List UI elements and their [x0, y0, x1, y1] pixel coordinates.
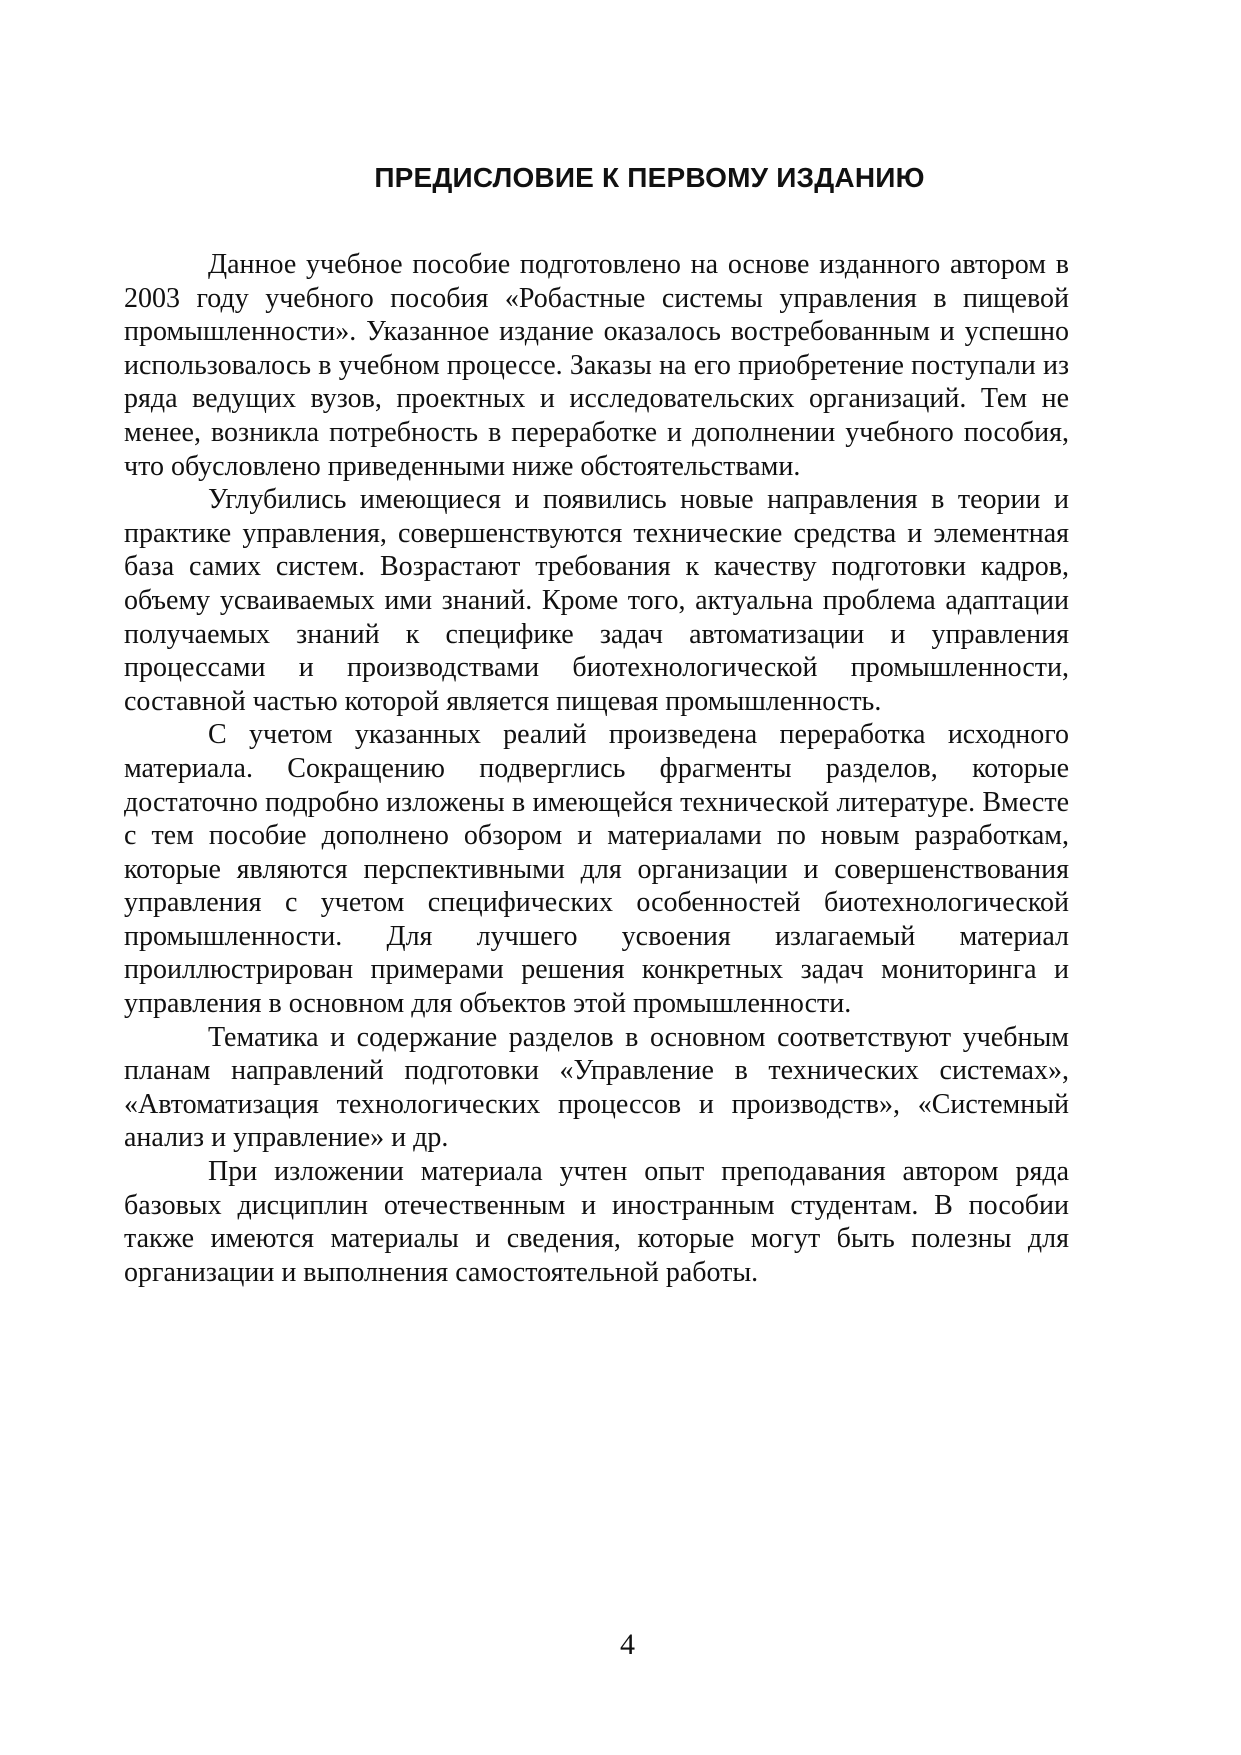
paragraph-1: Данное учебное пособие подготовлено на основе изданного автором в 2003 году учебного пособия «Робастные системы управления в пищевой промышленности». Указанное издание оказалось востребованным и успешно использовалось в учебном процессе. Заказы на его приобретение поступали из ряда ведущих вузов, проектных и исследовательских организаций. Тем не менее, возникла потребность в переработке и дополнении учебного пособия, что обусловлено приведенными ниже обстоятельствами. [124, 249, 1069, 482]
paragraph-2: Углубились имеющиеся и появились новые направления в теории и практике управления, совершенствуются технические средства и элементная база самих систем. Возрастают требования к качеству подготовки кадров, объему усваиваемых ими знаний. Кроме того, актуальна проблема адаптации получаемых знаний к специфике задач автоматизации и управления процессами и производствами биотехнологической промышленности, составной частью которой является пищевая промышленность. [124, 484, 1069, 717]
paragraph-5: При изложении материала учтен опыт преподавания автором ряда базовых дисциплин отечественным и иностранным студентам. В пособии также имеются материалы и сведения, которые могут быть полезны для организации и выполнения самостоятельной работы. [124, 1156, 1069, 1288]
paragraph-4: Тематика и содержание разделов в основном соответствуют учебным планам направлений подготовки «Управление в технических системах», «Автоматизация технологических процессов и производств», «Системный анализ и управление» и др. [124, 1021, 1069, 1154]
page-title: ПРЕДИСЛОВИЕ К ПЕРВОМУ ИЗДАНИЮ [374, 162, 925, 193]
page-number: 4 [620, 1628, 635, 1661]
paragraph-3: С учетом указанных реалий произведена переработка исходного материала. Сокращению подверглись фрагменты разделов, которые достаточно подробно изложены в имеющейся технической литературе. Вместе с тем пособие дополнено обзором и материалами по новым разработкам, которые являются перспективными для организации и совершенствования управления с учетом специфических особенностей биотехнологической промышленности. Для лучшего усвоения излагаемый материал проиллюстрирован примерами решения конкретных задач мониторинга и управления в основном для объектов этой промышленности. [124, 719, 1069, 1020]
body-text [124, 248, 1069, 1289]
